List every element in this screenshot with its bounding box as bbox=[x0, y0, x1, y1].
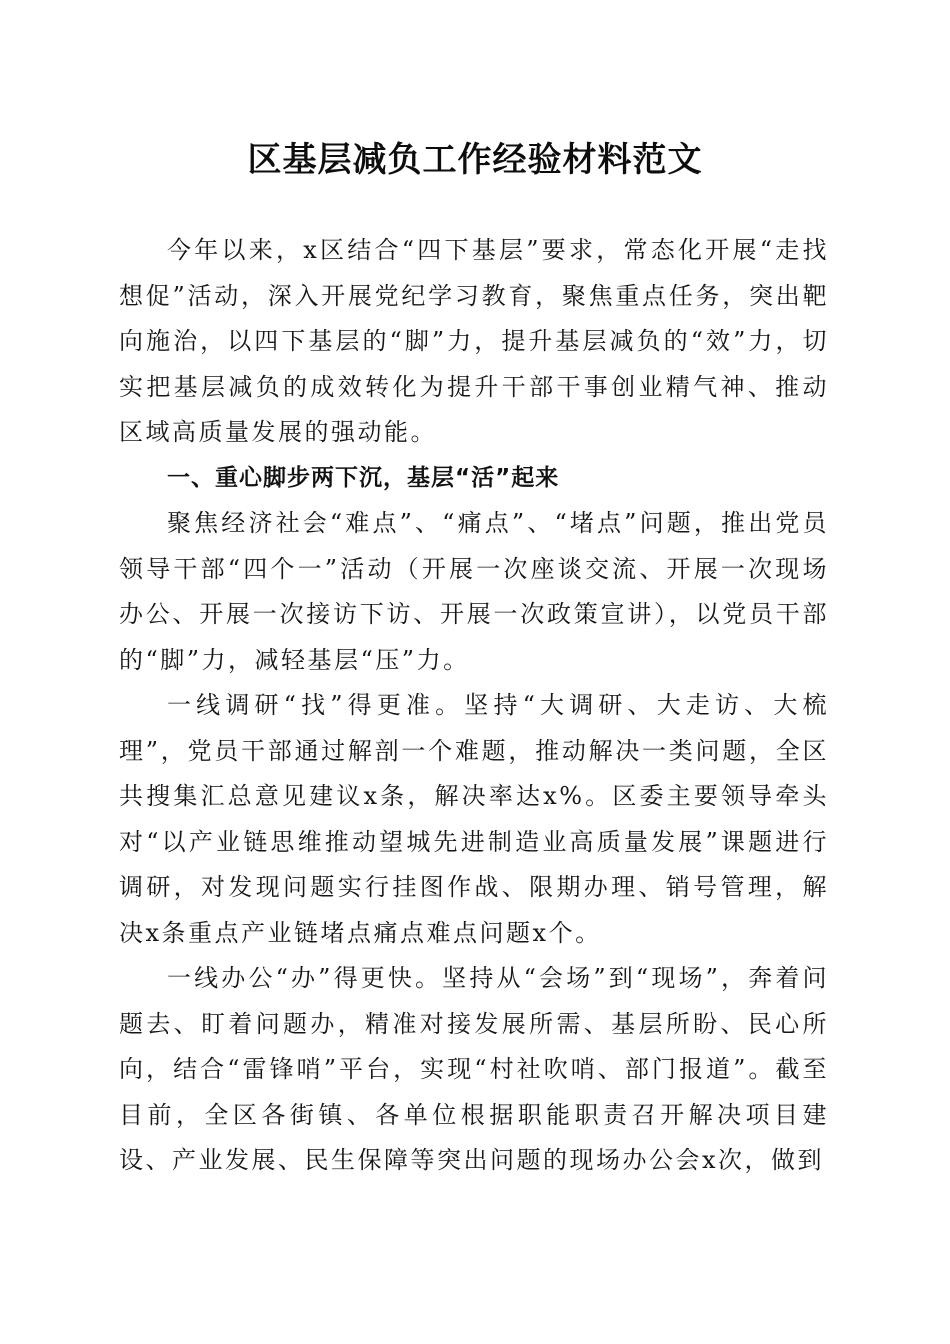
section-1-paragraph-3: 一线办公“办”得更快。坚持从“会场”到“现场”，奔着问题去、盯着问题办，精准对接发展所需、基层所盼、民心所向，结合“雷锋哨”平台，实现“村社吹哨、部门报道”。截至目前，全区各街镇、各单位根据职能职责召开解决项目建设、产业发展、民生保障等突出问题的现场办公会x次，做到 bbox=[119, 964, 829, 1174]
document-title: 区基层减负工作经验材料范文 bbox=[247, 140, 703, 180]
section-heading-1: 一、重心脚步两下沉，基层“活”起来 bbox=[167, 464, 560, 491]
section-1-paragraph-2: 一线调研“找”得更准。坚持“大调研、大走访、大梳理”，党员干部通过解剖一个难题，推动解决一类问题，全区共搜集汇总意见建议x条，解决率达x%。区委主要领导牵头对“以产业链思维推动望城先进制造业高质量发展”课题进行调研，对发现问题实行挂图作战、限期办理、销号管理，解决x条重点产业链堵点痛点难点问题x个。 bbox=[119, 691, 829, 947]
section-1-paragraph-1: 聚焦经济社会“难点”、“痛点”、“堵点”问题，推出党员领导干部“四个一”活动（开展一次座谈交流、开展一次现场办公、开展一次接访下访、开展一次政策宣讲），以党员干部的“脚”力，减轻基层“压”力。 bbox=[119, 509, 829, 674]
intro-paragraph: 今年以来，x区结合“四下基层”要求，常态化开展“走找想促”活动，深入开展党纪学习教育，聚焦重点任务，突出靶向施治，以四下基层的“脚”力，提升基层减负的“效”力，切实把基层减负的成效转化为提升干部干事创业精气神、推动区域高质量发展的强动能。 bbox=[119, 236, 829, 446]
document-body bbox=[119, 228, 829, 1184]
